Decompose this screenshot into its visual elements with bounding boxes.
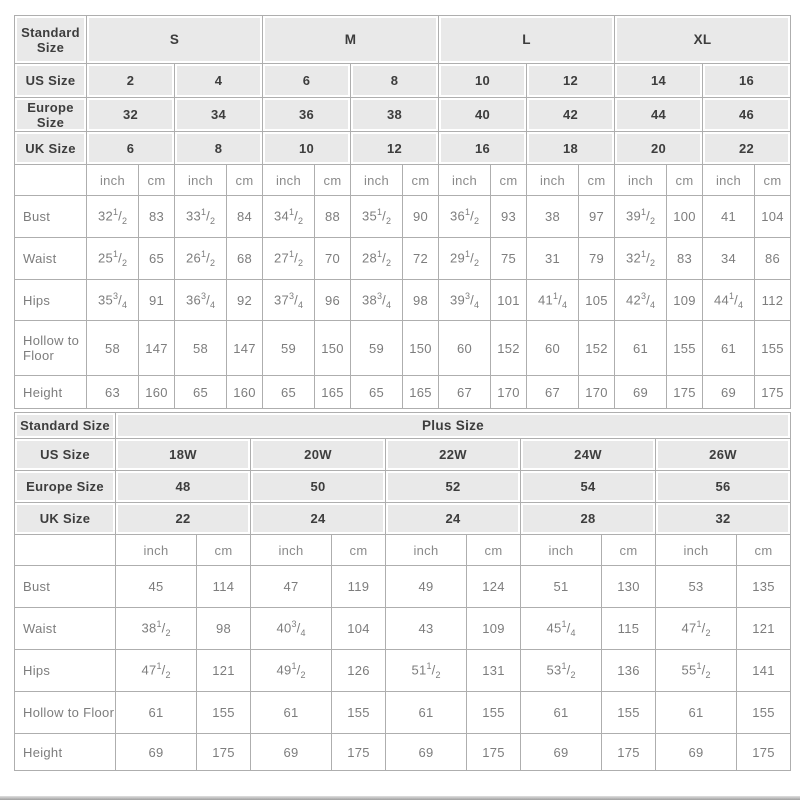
measure-inch-cell: 61 [615, 321, 667, 376]
size-value-cell: 12 [527, 64, 615, 98]
measure-cm-cell: 93 [491, 196, 527, 238]
row-label: Europe Size [15, 471, 116, 503]
size-value-cell: 24 [251, 503, 386, 535]
row-label: US Size [15, 439, 116, 471]
size-value-cell: 4 [175, 64, 263, 98]
measure-inch-cell: 31 [527, 238, 579, 280]
size-value-cell: 6 [87, 132, 175, 165]
measure-cm-cell: 121 [737, 608, 791, 650]
row-label: Europe Size [15, 98, 87, 132]
table-row [15, 238, 791, 280]
size-value-cell: 8 [351, 64, 439, 98]
unit-cm-cell: cm [467, 535, 521, 566]
table-row [15, 321, 791, 376]
size-value-cell: 54 [521, 471, 656, 503]
measure-inch-cell: $28^1/_2$ [351, 238, 403, 280]
measure-inch-cell: 67 [527, 376, 579, 409]
measure-cm-cell: 131 [467, 650, 521, 692]
unit-inch-cell: inch [527, 165, 579, 196]
size-value-cell: 12 [351, 132, 439, 165]
measure-inch-cell: $27^1/_2$ [263, 238, 315, 280]
row-label: Waist [15, 238, 87, 280]
size-value-cell: 24W [521, 439, 656, 471]
size-value-cell: 22 [703, 132, 791, 165]
measure-inch-cell: 67 [439, 376, 491, 409]
unit-cm-cell: cm [579, 165, 615, 196]
measure-inch-cell: $35^1/_2$ [351, 196, 403, 238]
unit-cm-cell: cm [315, 165, 351, 196]
measure-inch-cell: 61 [521, 692, 602, 734]
row-label: Height [15, 734, 116, 771]
measure-cm-cell: 150 [403, 321, 439, 376]
measure-cm-cell: 152 [491, 321, 527, 376]
measure-inch-cell: 43 [386, 608, 467, 650]
size-group-header: L [439, 16, 615, 64]
unit-inch-cell: inch [615, 165, 667, 196]
size-value-cell: 28 [521, 503, 656, 535]
measure-cm-cell: 155 [737, 692, 791, 734]
cropped-bottom-edge [0, 796, 800, 800]
corner-label: Standard Size [15, 413, 116, 439]
table-row [15, 692, 791, 734]
size-value-cell: 40 [439, 98, 527, 132]
measure-cm-cell: 114 [197, 566, 251, 608]
unit-inch-cell: inch [116, 535, 197, 566]
measure-cm-cell: 152 [579, 321, 615, 376]
measure-inch-cell: $32^1/_2$ [87, 196, 139, 238]
table-row [15, 16, 791, 64]
measure-cm-cell: 155 [755, 321, 791, 376]
row-label: Waist [15, 608, 116, 650]
unit-inch-cell: inch [251, 535, 332, 566]
measure-inch-cell: 34 [703, 238, 755, 280]
measure-cm-cell: 170 [579, 376, 615, 409]
measure-inch-cell: $47^1/_2$ [656, 608, 737, 650]
table-row [15, 376, 791, 409]
measure-inch-cell: $26^1/_2$ [175, 238, 227, 280]
measure-cm-cell: 155 [197, 692, 251, 734]
empty-corner-cell [15, 165, 87, 196]
measure-inch-cell: 41 [703, 196, 755, 238]
measure-inch-cell: $38^3/_4$ [351, 280, 403, 321]
unit-cm-cell: cm [737, 535, 791, 566]
unit-inch-cell: inch [175, 165, 227, 196]
measure-inch-cell: $29^1/_2$ [439, 238, 491, 280]
measure-inch-cell: 47 [251, 566, 332, 608]
measure-cm-cell: 90 [403, 196, 439, 238]
table-row [15, 132, 791, 165]
unit-inch-cell: inch [521, 535, 602, 566]
measure-inch-cell: 58 [175, 321, 227, 376]
unit-inch-cell: inch [87, 165, 139, 196]
unit-cm-cell: cm [602, 535, 656, 566]
measure-cm-cell: 175 [467, 734, 521, 771]
corner-label: Standard Size [15, 16, 87, 64]
measure-inch-cell: 69 [656, 734, 737, 771]
measure-inch-cell: 60 [527, 321, 579, 376]
size-value-cell: 18 [527, 132, 615, 165]
measure-inch-cell: 69 [521, 734, 602, 771]
size-value-cell: 10 [439, 64, 527, 98]
size-value-cell: 24 [386, 503, 521, 535]
table-row [15, 413, 791, 439]
measure-cm-cell: 65 [139, 238, 175, 280]
size-value-cell: 16 [703, 64, 791, 98]
measure-cm-cell: 141 [737, 650, 791, 692]
measure-inch-cell: 65 [351, 376, 403, 409]
measure-inch-cell: 60 [439, 321, 491, 376]
measure-inch-cell: $42^3/_4$ [615, 280, 667, 321]
size-group-header: S [87, 16, 263, 64]
table-row [15, 471, 791, 503]
size-group-header: XL [615, 16, 791, 64]
measure-inch-cell: 59 [263, 321, 315, 376]
measure-inch-cell: $45^1/_4$ [521, 608, 602, 650]
measure-inch-cell: $49^1/_2$ [251, 650, 332, 692]
measure-cm-cell: 175 [332, 734, 386, 771]
size-value-cell: 18W [116, 439, 251, 471]
measure-inch-cell: 69 [251, 734, 332, 771]
unit-inch-cell: inch [351, 165, 403, 196]
size-value-cell: 56 [656, 471, 791, 503]
row-label: Hips [15, 280, 87, 321]
measure-inch-cell: 65 [175, 376, 227, 409]
unit-cm-cell: cm [197, 535, 251, 566]
measure-cm-cell: 97 [579, 196, 615, 238]
measure-inch-cell: $39^3/_4$ [439, 280, 491, 321]
row-label: Hollow to Floor [15, 321, 87, 376]
size-value-cell: 52 [386, 471, 521, 503]
measure-cm-cell: 119 [332, 566, 386, 608]
measure-cm-cell: 155 [667, 321, 703, 376]
measure-inch-cell: 58 [87, 321, 139, 376]
measure-inch-cell: 63 [87, 376, 139, 409]
measure-inch-cell: $34^1/_2$ [263, 196, 315, 238]
table-row [15, 535, 791, 566]
size-value-cell: 46 [703, 98, 791, 132]
measure-inch-cell: $41^1/_4$ [527, 280, 579, 321]
measure-cm-cell: 101 [491, 280, 527, 321]
measure-inch-cell: 65 [263, 376, 315, 409]
size-value-cell: 22W [386, 439, 521, 471]
measure-cm-cell: 175 [737, 734, 791, 771]
measure-inch-cell: 69 [615, 376, 667, 409]
measure-inch-cell: $53^1/_2$ [521, 650, 602, 692]
table-row [15, 439, 791, 471]
size-value-cell: 14 [615, 64, 703, 98]
measure-cm-cell: 75 [491, 238, 527, 280]
measure-cm-cell: 104 [332, 608, 386, 650]
measure-cm-cell: 155 [332, 692, 386, 734]
measure-cm-cell: 83 [667, 238, 703, 280]
measure-inch-cell: $32^1/_2$ [615, 238, 667, 280]
measure-cm-cell: 160 [227, 376, 263, 409]
size-value-cell: 48 [116, 471, 251, 503]
size-value-cell: 34 [175, 98, 263, 132]
measure-cm-cell: 175 [755, 376, 791, 409]
measure-inch-cell: $39^1/_2$ [615, 196, 667, 238]
measure-cm-cell: 165 [403, 376, 439, 409]
measure-cm-cell: 92 [227, 280, 263, 321]
measure-inch-cell: $55^1/_2$ [656, 650, 737, 692]
table-row [15, 650, 791, 692]
size-value-cell: 2 [87, 64, 175, 98]
table-row [15, 196, 791, 238]
unit-cm-cell: cm [227, 165, 263, 196]
measure-inch-cell: 61 [386, 692, 467, 734]
measure-inch-cell: 61 [703, 321, 755, 376]
unit-inch-cell: inch [439, 165, 491, 196]
measure-cm-cell: 84 [227, 196, 263, 238]
measure-cm-cell: 86 [755, 238, 791, 280]
measure-cm-cell: 175 [197, 734, 251, 771]
unit-cm-cell: cm [491, 165, 527, 196]
size-value-cell: 36 [263, 98, 351, 132]
size-value-cell: 44 [615, 98, 703, 132]
measure-cm-cell: 160 [139, 376, 175, 409]
measure-inch-cell: 51 [521, 566, 602, 608]
measure-inch-cell: $40^3/_4$ [251, 608, 332, 650]
measure-cm-cell: 124 [467, 566, 521, 608]
measure-cm-cell: 109 [667, 280, 703, 321]
measure-cm-cell: 175 [602, 734, 656, 771]
table-row [15, 608, 791, 650]
size-value-cell: 8 [175, 132, 263, 165]
measure-cm-cell: 91 [139, 280, 175, 321]
measure-inch-cell: 45 [116, 566, 197, 608]
row-label: Hips [15, 650, 116, 692]
measure-cm-cell: 109 [467, 608, 521, 650]
measure-cm-cell: 175 [667, 376, 703, 409]
measure-cm-cell: 147 [227, 321, 263, 376]
size-value-cell: 32 [87, 98, 175, 132]
unit-cm-cell: cm [755, 165, 791, 196]
measure-cm-cell: 88 [315, 196, 351, 238]
row-label: UK Size [15, 503, 116, 535]
row-label: Height [15, 376, 87, 409]
unit-cm-cell: cm [403, 165, 439, 196]
measure-inch-cell: 38 [527, 196, 579, 238]
measure-inch-cell: $47^1/_2$ [116, 650, 197, 692]
measure-inch-cell: $44^1/_4$ [703, 280, 755, 321]
unit-cm-cell: cm [332, 535, 386, 566]
size-value-cell: 26W [656, 439, 791, 471]
size-group-header: M [263, 16, 439, 64]
measure-inch-cell: $37^3/_4$ [263, 280, 315, 321]
measure-cm-cell: 112 [755, 280, 791, 321]
measure-inch-cell: $51^1/_2$ [386, 650, 467, 692]
measure-inch-cell: $36^1/_2$ [439, 196, 491, 238]
measure-inch-cell: $35^3/_4$ [87, 280, 139, 321]
measure-cm-cell: 126 [332, 650, 386, 692]
measure-inch-cell: 53 [656, 566, 737, 608]
measure-inch-cell: $36^3/_4$ [175, 280, 227, 321]
row-label: UK Size [15, 132, 87, 165]
table-row [15, 280, 791, 321]
measure-inch-cell: 69 [116, 734, 197, 771]
plus-size-table [14, 412, 791, 771]
measure-inch-cell: 61 [656, 692, 737, 734]
measure-cm-cell: 98 [403, 280, 439, 321]
measure-cm-cell: 72 [403, 238, 439, 280]
size-value-cell: 42 [527, 98, 615, 132]
unit-inch-cell: inch [386, 535, 467, 566]
measure-inch-cell: 69 [386, 734, 467, 771]
measure-cm-cell: 98 [197, 608, 251, 650]
measure-inch-cell: 49 [386, 566, 467, 608]
size-value-cell: 32 [656, 503, 791, 535]
size-value-cell: 20W [251, 439, 386, 471]
measure-inch-cell: 61 [251, 692, 332, 734]
measure-cm-cell: 115 [602, 608, 656, 650]
measure-inch-cell: 59 [351, 321, 403, 376]
size-value-cell: 6 [263, 64, 351, 98]
table-row [15, 165, 791, 196]
size-value-cell: 10 [263, 132, 351, 165]
empty-corner-cell [15, 535, 116, 566]
measure-inch-cell: 61 [116, 692, 197, 734]
size-group-header: Plus Size [116, 413, 791, 439]
measure-cm-cell: 104 [755, 196, 791, 238]
measure-inch-cell: $25^1/_2$ [87, 238, 139, 280]
table-row [15, 734, 791, 771]
measure-cm-cell: 155 [602, 692, 656, 734]
row-label: Bust [15, 196, 87, 238]
table-row [15, 64, 791, 98]
unit-inch-cell: inch [656, 535, 737, 566]
table-row [15, 503, 791, 535]
row-label: Hollow to Floor [15, 692, 116, 734]
measure-cm-cell: 150 [315, 321, 351, 376]
unit-inch-cell: inch [263, 165, 315, 196]
size-value-cell: 20 [615, 132, 703, 165]
measure-cm-cell: 155 [467, 692, 521, 734]
size-value-cell: 16 [439, 132, 527, 165]
table-row [15, 98, 791, 132]
measure-cm-cell: 83 [139, 196, 175, 238]
measure-cm-cell: 100 [667, 196, 703, 238]
measure-cm-cell: 96 [315, 280, 351, 321]
measure-cm-cell: 70 [315, 238, 351, 280]
measure-cm-cell: 121 [197, 650, 251, 692]
measure-cm-cell: 147 [139, 321, 175, 376]
measure-cm-cell: 79 [579, 238, 615, 280]
measure-cm-cell: 165 [315, 376, 351, 409]
measure-inch-cell: $33^1/_2$ [175, 196, 227, 238]
size-value-cell: 22 [116, 503, 251, 535]
standard-size-table [14, 15, 791, 409]
measure-cm-cell: 136 [602, 650, 656, 692]
measure-cm-cell: 68 [227, 238, 263, 280]
measure-inch-cell: $38^1/_2$ [116, 608, 197, 650]
size-value-cell: 38 [351, 98, 439, 132]
unit-cm-cell: cm [667, 165, 703, 196]
row-label: Bust [15, 566, 116, 608]
table-row [15, 566, 791, 608]
size-value-cell: 50 [251, 471, 386, 503]
measure-cm-cell: 135 [737, 566, 791, 608]
measure-cm-cell: 170 [491, 376, 527, 409]
measure-inch-cell: 69 [703, 376, 755, 409]
measure-cm-cell: 105 [579, 280, 615, 321]
unit-cm-cell: cm [139, 165, 175, 196]
unit-inch-cell: inch [703, 165, 755, 196]
measure-cm-cell: 130 [602, 566, 656, 608]
row-label: US Size [15, 64, 87, 98]
